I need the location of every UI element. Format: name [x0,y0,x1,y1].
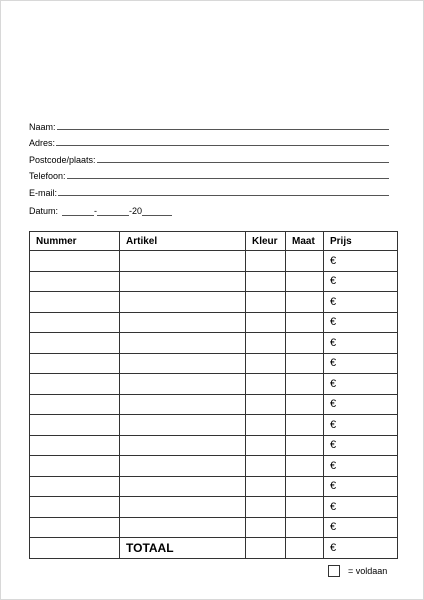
nummer-cell[interactable] [30,517,120,538]
maat-cell[interactable] [286,333,324,354]
maat-cell[interactable] [286,435,324,456]
nummer-cell[interactable] [30,251,120,272]
table-row [30,333,398,354]
table-row [30,374,398,395]
maat-cell[interactable] [286,292,324,313]
kleur-cell[interactable] [246,517,286,538]
artikel-cell[interactable] [120,312,246,333]
artikel-cell[interactable] [120,374,246,395]
kleur-cell[interactable] [246,497,286,518]
voldaan-label: = voldaan [348,566,388,576]
table-row [30,394,398,415]
table-header-row [30,232,398,251]
table-row [30,517,398,538]
nummer-cell[interactable] [30,476,120,497]
table-row [30,456,398,477]
order-rows [30,251,398,559]
total-row [30,538,398,559]
price-cell[interactable]: € [324,476,398,497]
header-maat: Maat [286,232,324,251]
nummer-cell[interactable] [30,435,120,456]
nummer-cell[interactable] [30,271,120,292]
total-maat-cell[interactable] [286,538,324,559]
kleur-cell[interactable] [246,394,286,415]
table-row [30,251,398,272]
nummer-cell[interactable] [30,312,120,333]
maat-cell[interactable] [286,312,324,333]
total-nummer-cell[interactable] [30,538,120,559]
kleur-cell[interactable] [246,251,286,272]
kleur-cell[interactable] [246,292,286,313]
datum-year-blank [142,206,172,216]
maat-cell[interactable] [286,251,324,272]
header-nummer: Nummer [30,232,120,251]
order-table [29,231,398,559]
artikel-cell[interactable] [120,456,246,477]
price-cell[interactable]: € [324,251,398,272]
artikel-cell[interactable] [120,271,246,292]
price-cell[interactable]: € [324,333,398,354]
kleur-cell[interactable] [246,456,286,477]
field-line [56,145,389,146]
price-cell[interactable]: € [324,497,398,518]
table-row [30,292,398,313]
field-naam[interactable] [29,115,389,132]
price-cell[interactable]: € [324,435,398,456]
maat-cell[interactable] [286,353,324,374]
artikel-cell[interactable] [120,333,246,354]
field-line [57,129,389,130]
field-label: Telefoon: [29,171,66,181]
field-adres[interactable] [29,132,389,149]
table-row [30,271,398,292]
table-row [30,353,398,374]
maat-cell[interactable] [286,456,324,477]
field-label: Adres: [29,138,56,148]
price-cell[interactable]: € [324,517,398,538]
field-label: Naam: [29,121,56,132]
header-prijs: Prijs [324,232,398,251]
kleur-cell[interactable] [246,476,286,497]
table-row [30,497,398,518]
maat-cell[interactable] [286,415,324,436]
header-kleur: Kleur [246,232,286,251]
field-line [58,195,389,196]
field-postcode-plaats[interactable] [29,148,389,165]
voldaan-checkbox[interactable] [328,565,387,577]
datum-month-blank [97,206,129,216]
table-row [30,415,398,436]
price-cell[interactable]: € [324,271,398,292]
artikel-cell[interactable] [120,476,246,497]
maat-cell[interactable] [286,374,324,395]
nummer-cell[interactable] [30,353,120,374]
table-row [30,312,398,333]
table-row [30,476,398,497]
total-price-cell[interactable]: € [324,538,398,559]
artikel-cell[interactable] [120,394,246,415]
price-cell[interactable]: € [324,353,398,374]
maat-cell[interactable] [286,476,324,497]
kleur-cell[interactable] [246,271,286,292]
price-cell[interactable]: € [324,374,398,395]
customer-fields [29,115,389,198]
total-label: TOTAAL [120,538,246,559]
checkbox-icon[interactable] [328,565,340,577]
datum-label: Datum: [29,206,59,216]
price-cell[interactable]: € [324,456,398,477]
artikel-cell[interactable] [120,251,246,272]
artikel-cell[interactable] [120,353,246,374]
nummer-cell[interactable] [30,374,120,395]
artikel-cell[interactable] [120,497,246,518]
price-cell[interactable]: € [324,394,398,415]
maat-cell[interactable] [286,517,324,538]
field-email[interactable] [29,181,389,198]
price-cell[interactable]: € [324,312,398,333]
nummer-cell[interactable] [30,456,120,477]
datum-field[interactable] [29,206,172,216]
datum-day-blank [62,206,94,216]
artikel-cell[interactable] [120,415,246,436]
nummer-cell[interactable] [30,394,120,415]
total-kleur-cell[interactable] [246,538,286,559]
price-cell[interactable]: € [324,292,398,313]
field-line [67,178,389,179]
nummer-cell[interactable] [30,292,120,313]
nummer-cell[interactable] [30,415,120,436]
maat-cell[interactable] [286,394,324,415]
datum-year-prefix: -20 [129,206,143,216]
artikel-cell[interactable] [120,435,246,456]
nummer-cell[interactable] [30,333,120,354]
header-artikel: Artikel [120,232,246,251]
field-label: E-mail: [29,187,58,198]
field-telefoon[interactable] [29,165,389,182]
kleur-cell[interactable] [246,333,286,354]
datum-separator: - [94,206,98,216]
field-line [97,162,389,163]
artikel-cell[interactable] [120,292,246,313]
artikel-cell[interactable] [120,517,246,538]
maat-cell[interactable] [286,497,324,518]
kleur-cell[interactable] [246,435,286,456]
kleur-cell[interactable] [246,415,286,436]
table-row [30,435,398,456]
nummer-cell[interactable] [30,497,120,518]
kleur-cell[interactable] [246,312,286,333]
price-cell[interactable]: € [324,415,398,436]
kleur-cell[interactable] [246,353,286,374]
maat-cell[interactable] [286,271,324,292]
kleur-cell[interactable] [246,374,286,395]
field-label: Postcode/plaats: [29,154,96,165]
